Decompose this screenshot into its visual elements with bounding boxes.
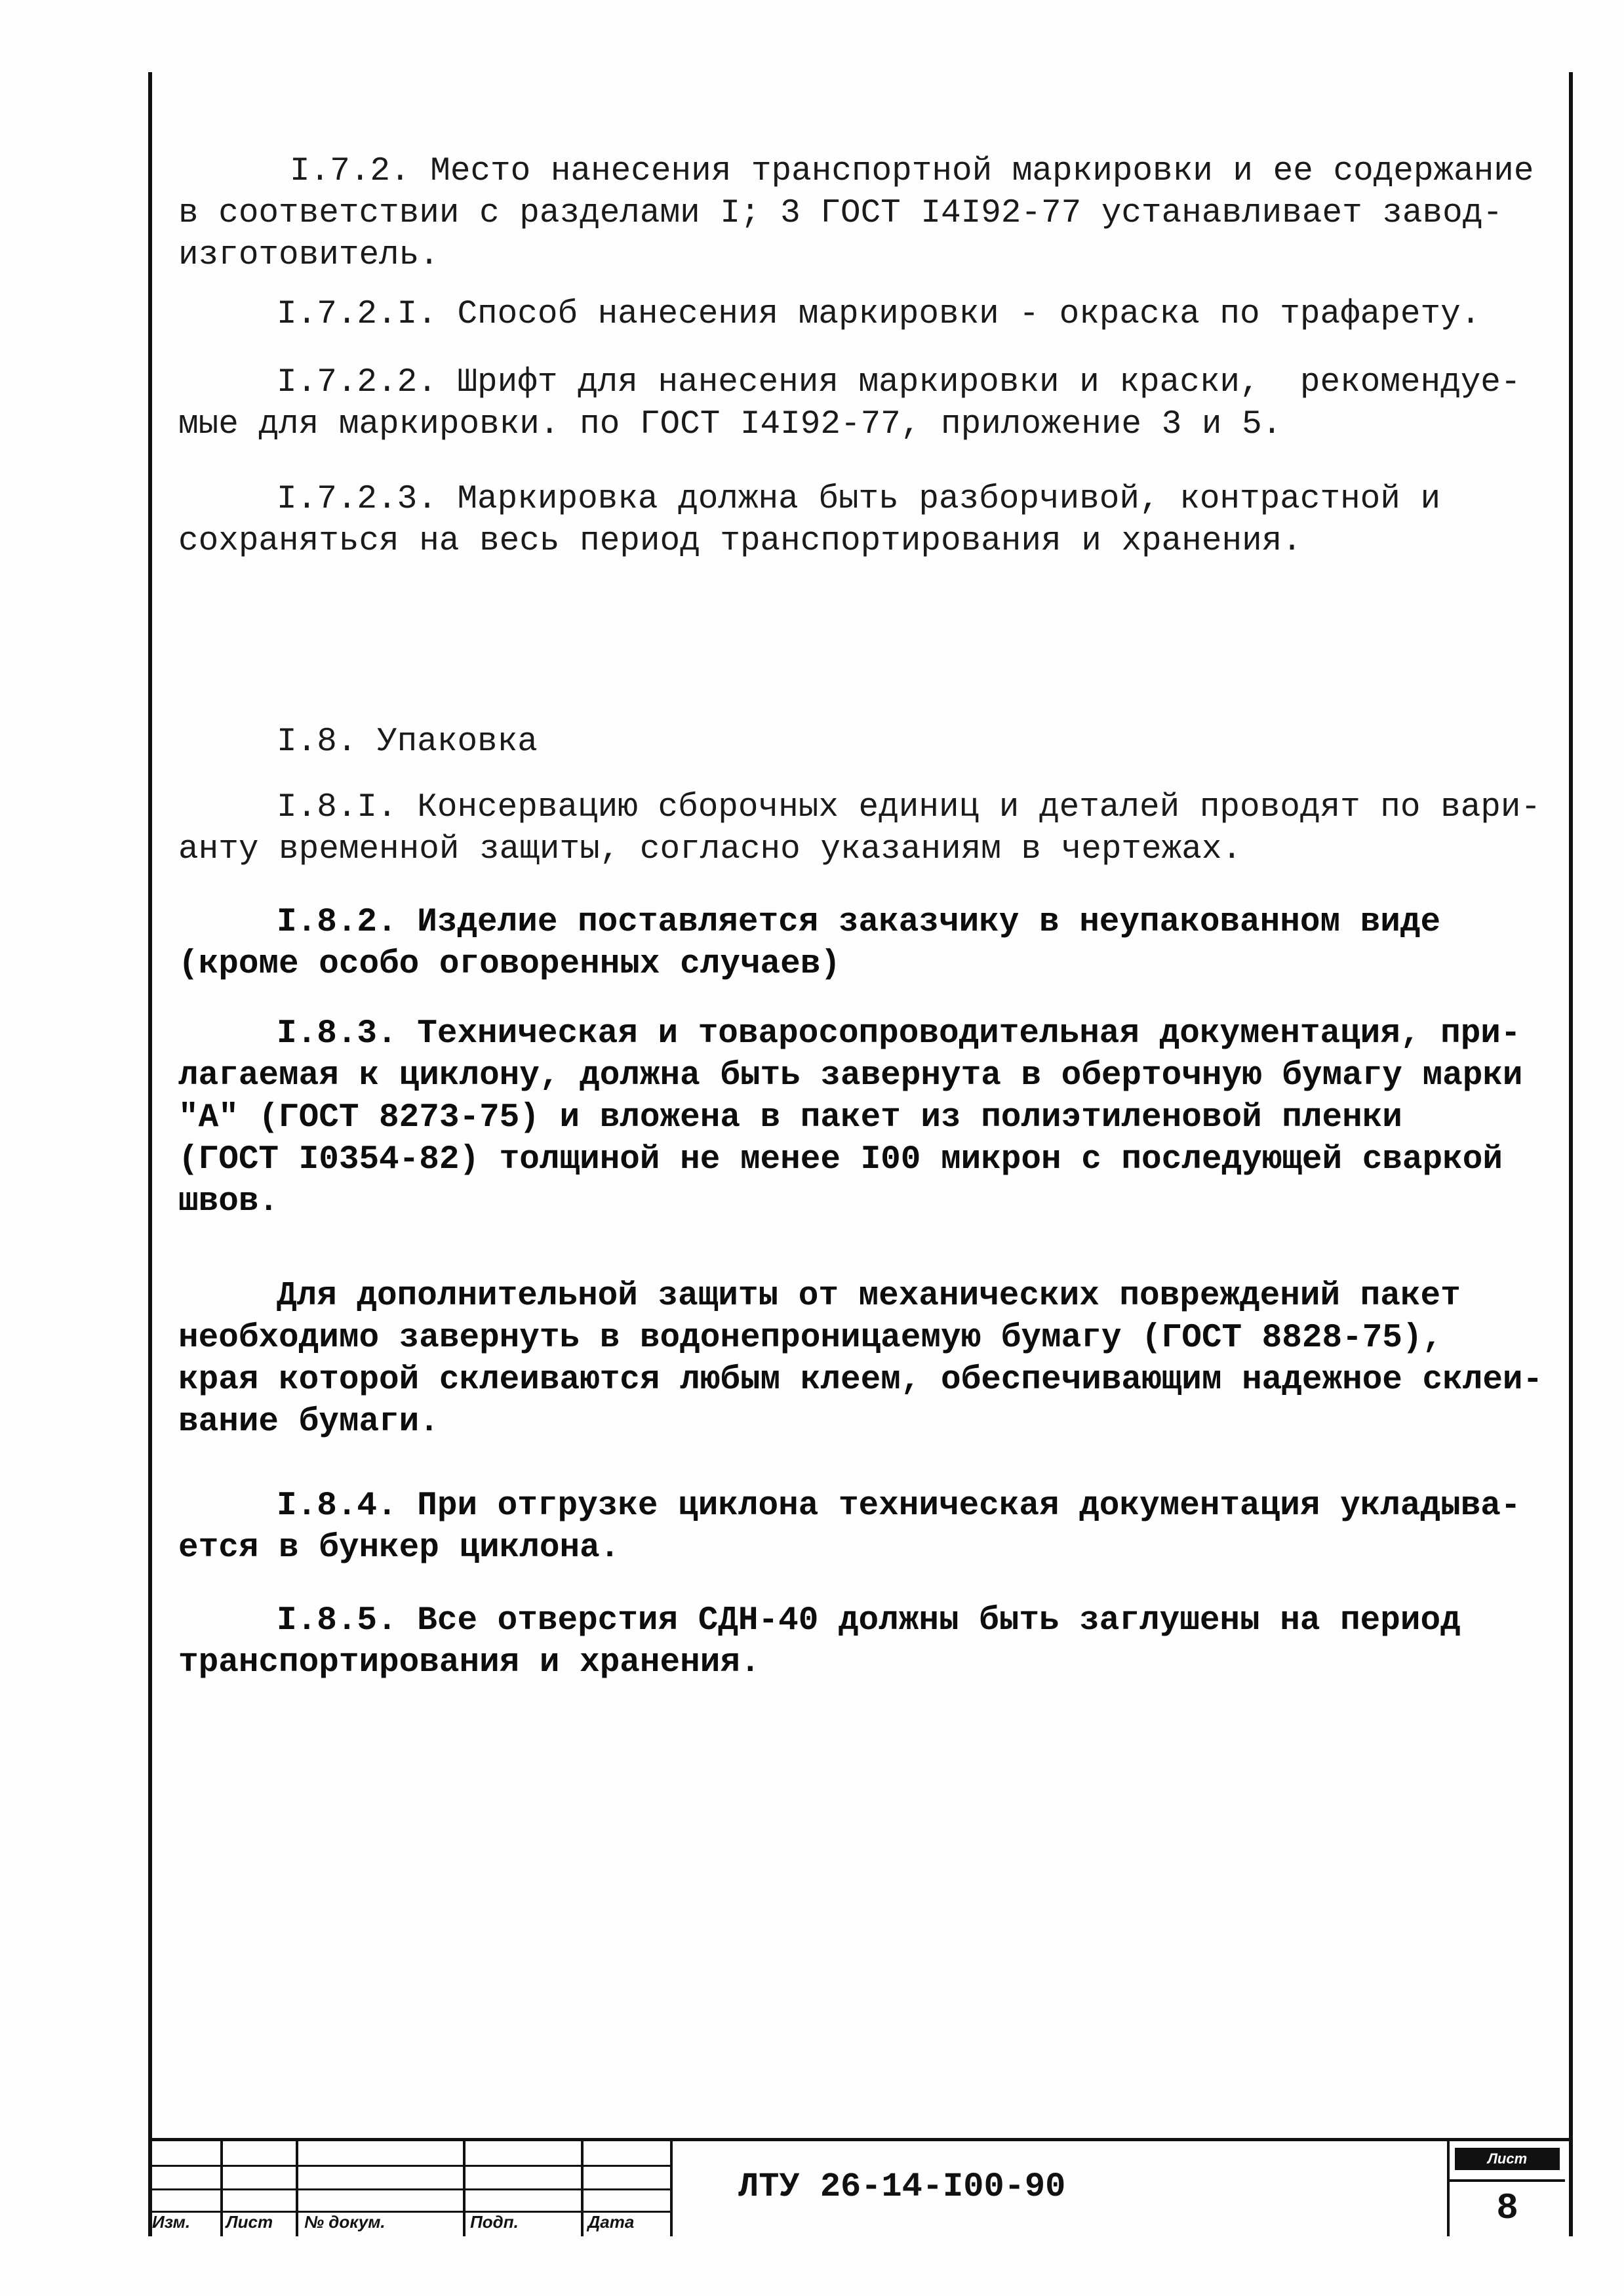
col-label-signature: Подп. [470,2212,519,2232]
section-heading-1-8 [178,721,1542,763]
paragraph-1-8-2: І.8.2. Изделие поставляется заказчику в неупакованном виде (кроме особо оговоренных случаев) [178,904,1441,983]
sheet-divider [1450,2179,1565,2182]
section-1-8-2 [178,902,1542,986]
section-protection [178,1276,1542,1443]
title-block [148,2138,1573,2236]
revision-grid [148,2141,673,2236]
column-labels [148,2212,673,2237]
paragraph-1-8-1: І.8.І. Консервацию сборочных единиц и деталей проводят по вари- анту временной защиты, согласно указаниям в чертежах. [178,789,1541,868]
sheet-label: Лист [1455,2148,1560,2170]
paragraph-1-8-3: І.8.3. Техническая и товаросопроводительная документация, при- лагаемая к циклону, должна быть завернута в оберточную бумагу марки "А" (ГОСТ 8273-75) и вложена в пакет из полиэтиленовой пленки (ГОСТ І0354-82) толщиной не менее І00 микрон с последующей сваркой швов. [178,1015,1523,1220]
paragraph-1-7-2: І.7.2. Место нанесения транспортной маркировки и ее содержание в соответствии с разделами I; 3 ГОСТ І4І92-77 устанавливает завод- изготовитель. [178,153,1534,274]
sheet-number: 8 [1496,2187,1518,2229]
section-1-8-5 [178,1600,1542,1684]
section-1-7-2 [178,151,1542,277]
grid-line [148,2188,673,2190]
section-1-7-2-1 [178,294,1542,336]
grid-line [148,2165,673,2167]
document-code: ЛТУ 26-14-І00-90 [738,2167,1066,2206]
col-label-doc-number: № докум. [304,2212,386,2232]
paragraph-protection: Для дополнительной защиты от механических повреждений пакет необходимо завернуть в водонепроницаемую бумагу (ГОСТ 8828-75), края которой склеиваются любым клеем, обеспечивающим надежное склеи- вание бумаги. [178,1278,1543,1441]
paragraph-1-7-2-1: І.7.2.І. Способ нанесения маркировки - окраска по трафарету. [277,296,1481,333]
paragraph-1-8-4: І.8.4. При отгрузке циклона техническая документация укладыва- ется в бункер циклона. [178,1487,1521,1567]
col-label-sheet: Лист [226,2212,273,2232]
col-label-date: Дата [587,2212,635,2232]
heading-packaging: І.8. Упаковка [277,723,538,761]
section-1-8-1 [178,787,1542,871]
paragraph-1-8-5: І.8.5. Все отверстия СДН-40 должны быть заглушены на период транспортирования и хранения. [178,1602,1461,1682]
section-1-8-3 [178,1013,1542,1223]
sheet-box [1447,2141,1568,2236]
section-1-7-2-2 [178,362,1542,446]
col-label-change: Изм. [152,2212,191,2232]
section-1-7-2-3 [178,479,1542,563]
paragraph-1-7-2-2: І.7.2.2. Шрифт для нанесения маркировки и краски, рекомендуе- мые для маркировки. по ГОСТ І4І92-77, приложение 3 и 5. [178,364,1521,443]
paragraph-1-7-2-3: І.7.2.3. Маркировка должна быть разборчивой, контрастной и сохраняться на весь период транспортирования и хранения. [178,481,1441,560]
section-1-8-4 [178,1485,1542,1569]
